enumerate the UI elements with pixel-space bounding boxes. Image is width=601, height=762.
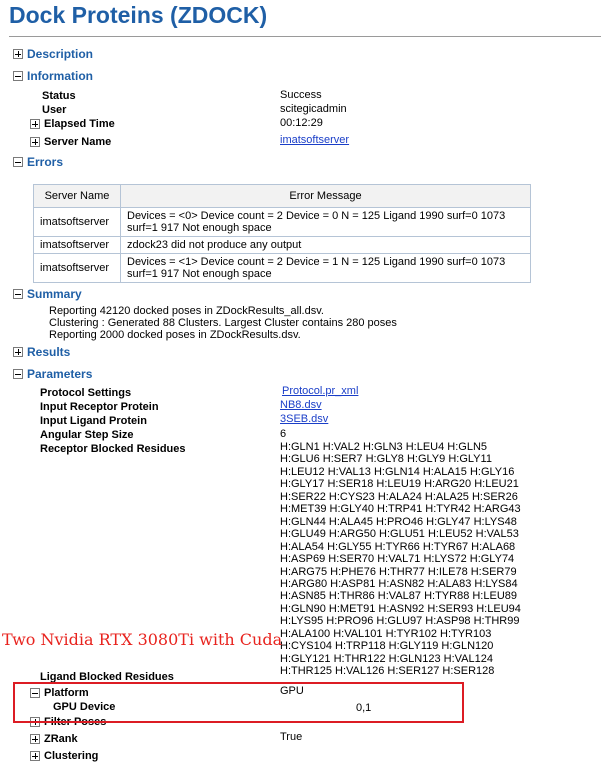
angular-step-value: 6 <box>280 428 287 440</box>
residue-line: H:ASN85 H:THR86 H:VAL87 H:TYR88 H:LEU89 <box>280 590 517 603</box>
elapsed-time-value: 00:12:29 <box>280 117 323 129</box>
section-parameters[interactable] <box>13 367 92 381</box>
error-message-cell: zdock23 did not produce any output <box>121 237 531 254</box>
residue-line: H:GLU6 H:SER7 H:GLY8 H:GLY9 H:GLY11 <box>280 453 492 466</box>
gpu-device-label: GPU Device <box>53 701 116 713</box>
residue-line: H:ARG80 H:ASP81 H:ASN82 H:ALA83 H:LYS84 <box>280 577 518 590</box>
elapsed-time-label: Elapsed Time <box>44 118 115 130</box>
residue-line: H:LEU12 H:VAL13 H:GLN14 H:ALA15 H:GLY16 <box>280 465 515 478</box>
section-description[interactable] <box>13 47 93 61</box>
section-results-label: Results <box>27 345 71 359</box>
elapsed-time-row[interactable] <box>30 118 115 130</box>
status-label: Status <box>42 90 76 102</box>
residue-line: H:GLU49 H:ARG50 H:GLU51 H:LEU52 H:VAL53 <box>280 528 519 541</box>
highlight-box <box>13 682 464 723</box>
collapse-icon[interactable] <box>13 157 23 167</box>
column-header-message: Error Message <box>121 185 531 208</box>
title-divider <box>9 36 601 37</box>
expand-icon[interactable] <box>30 751 40 761</box>
user-value: scitegicadmin <box>280 103 347 115</box>
zrank-value: True <box>280 731 303 743</box>
receptor-blocked-residues <box>280 441 521 678</box>
user-label: User <box>42 104 67 116</box>
server-name-row[interactable] <box>30 136 111 148</box>
summary-text <box>49 305 397 341</box>
table-header-row <box>34 185 531 208</box>
filter-poses-label: Filter Poses <box>44 716 107 728</box>
input-ligand-label: Input Ligand Protein <box>40 415 147 427</box>
section-summary[interactable] <box>13 287 82 301</box>
expand-icon[interactable] <box>30 734 40 744</box>
summary-line: Clustering : Generated 88 Clusters. Largest Cluster contains 280 poses <box>49 317 397 329</box>
section-summary-label: Summary <box>27 287 82 301</box>
clustering-row[interactable] <box>30 750 98 762</box>
angular-step-label: Angular Step Size <box>40 429 134 441</box>
table-row <box>34 208 531 237</box>
gpu-device-value: 0,1 <box>356 702 372 714</box>
status-value: Success <box>280 89 322 101</box>
input-receptor-link[interactable]: NB8.dsv <box>280 399 322 411</box>
server-name-label: Server Name <box>44 136 112 148</box>
residue-line: H:GLN1 H:VAL2 H:GLN3 H:LEU4 H:GLN5 <box>280 441 488 453</box>
residue-line: H:ARG75 H:PHE76 H:THR77 H:ILE78 H:SER79 <box>280 565 517 578</box>
error-message-cell: Devices = <0> Device count = 2 Device = 0 N = 125 Ligand 1990 surf=0 1073 surf=1 917 Not enough space <box>121 208 531 237</box>
platform-label: Platform <box>44 687 89 699</box>
table-row <box>34 254 531 283</box>
section-information[interactable] <box>13 69 93 83</box>
errors-table <box>33 184 531 283</box>
expand-icon[interactable] <box>30 119 40 129</box>
server-name-link[interactable]: imatsoftserver <box>280 134 350 146</box>
expand-icon[interactable] <box>13 49 23 59</box>
residue-line: H:SER22 H:CYS23 H:ALA24 H:ALA25 H:SER26 <box>280 490 518 503</box>
section-parameters-label: Parameters <box>27 367 93 381</box>
residue-line: H:MET39 H:GLY40 H:TRP41 H:TYR42 H:ARG43 <box>280 503 521 516</box>
residue-line: H:ASP69 H:SER70 H:VAL71 H:LYS72 H:GLY74 <box>280 553 515 566</box>
input-ligand-link[interactable]: 3SEB.dsv <box>280 413 329 425</box>
zrank-label: ZRank <box>44 733 78 745</box>
error-message-cell: Devices = <1> Device count = 2 Device = 1 N = 125 Ligand 1990 surf=0 1073 surf=1 917 Not enough space <box>121 254 531 283</box>
ligand-blocked-label: Ligand Blocked Residues <box>40 671 174 683</box>
annotation-text: Two Nvidia RTX 3080Ti with Cuda <box>2 630 283 649</box>
residue-line: H:THR125 H:VAL126 H:SER127 H:SER128 <box>280 665 495 678</box>
residue-line: H:GLN44 H:ALA45 H:PRO46 H:GLY47 H:LYS48 <box>280 515 517 528</box>
residue-line: H:GLY121 H:THR122 H:GLN123 H:VAL124 <box>280 652 493 665</box>
column-header-server: Server Name <box>34 185 121 208</box>
protocol-settings-label: Protocol Settings <box>40 387 132 399</box>
residue-line: H:CYS104 H:TRP118 H:GLY119 H:GLN120 <box>280 640 494 653</box>
residue-line: H:LYS95 H:PRO96 H:GLU97 H:ASP98 H:THR99 <box>280 615 520 628</box>
expand-icon[interactable] <box>30 137 40 147</box>
summary-line: Reporting 42120 docked poses in ZDockResults_all.dsv. <box>49 305 324 317</box>
collapse-icon[interactable] <box>13 369 23 379</box>
zrank-row[interactable] <box>30 733 78 745</box>
protocol-settings-link[interactable]: Protocol.pr_xml <box>282 385 359 397</box>
section-errors[interactable] <box>13 155 63 169</box>
error-server-cell: imatsoftserver <box>34 254 121 283</box>
residue-line: H:ALA100 H:VAL101 H:TYR102 H:TYR103 <box>280 627 492 640</box>
input-receptor-label: Input Receptor Protein <box>40 401 159 413</box>
expand-icon[interactable] <box>13 347 23 357</box>
residue-line: H:GLY17 H:SER18 H:LEU19 H:ARG20 H:LEU21 <box>280 478 519 491</box>
collapse-icon[interactable] <box>13 289 23 299</box>
section-description-label: Description <box>27 47 94 61</box>
section-information-label: Information <box>27 69 93 83</box>
residue-line: H:GLN90 H:MET91 H:ASN92 H:SER93 H:LEU94 <box>280 602 521 615</box>
receptor-blocked-label: Receptor Blocked Residues <box>40 443 186 455</box>
residue-line: H:ALA54 H:GLY55 H:TYR66 H:TYR67 H:ALA68 <box>280 540 516 553</box>
section-errors-label: Errors <box>27 155 64 169</box>
table-row <box>34 237 531 254</box>
collapse-icon[interactable] <box>13 71 23 81</box>
platform-value: GPU <box>280 685 304 697</box>
summary-line: Reporting 2000 docked poses in ZDockResults.dsv. <box>49 329 301 341</box>
clustering-label: Clustering <box>44 750 99 762</box>
error-server-cell: imatsoftserver <box>34 237 121 254</box>
page-title: Dock Proteins (ZDOCK) <box>9 2 268 28</box>
error-server-cell: imatsoftserver <box>34 208 121 237</box>
section-results[interactable] <box>13 345 70 359</box>
